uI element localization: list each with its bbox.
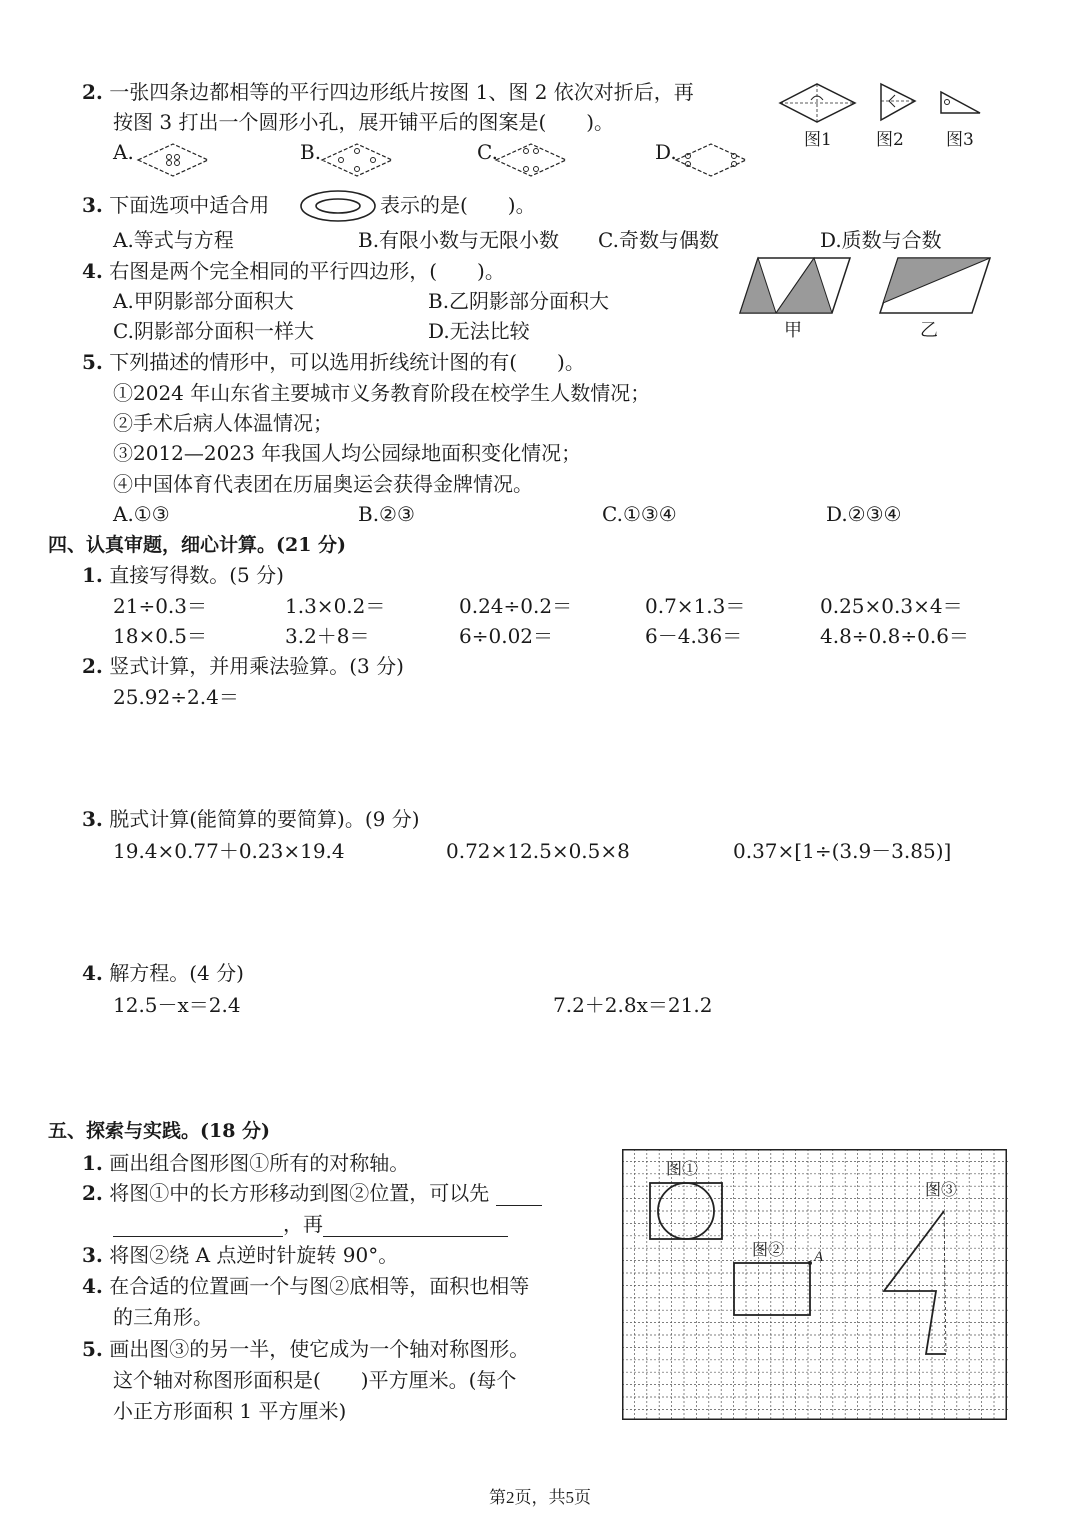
s5-q3-number: 3. bbox=[82, 1243, 103, 1267]
s4-q3-line bbox=[82, 806, 420, 832]
s4-q4-line bbox=[82, 960, 244, 986]
q3-nested-ellipse-icon bbox=[298, 188, 378, 224]
s4-q3-expr-1: 19.4×0.77＋0.23×19.4 bbox=[113, 839, 345, 863]
s4-q1-text: 直接写得数。(5 分) bbox=[109, 563, 284, 587]
q2-option-b-label: B. bbox=[300, 140, 322, 164]
q5-option-a: A.①③ bbox=[113, 502, 170, 526]
s4-q3-text: 脱式计算(能简算的要简算)。(9 分) bbox=[109, 807, 420, 831]
q5-item-4: ④中国体育代表团在历届奥运会获得金牌情况。 bbox=[113, 472, 533, 496]
s5-grid-figure bbox=[622, 1149, 1008, 1421]
q3-line bbox=[82, 192, 269, 218]
s5-q4-line bbox=[82, 1273, 529, 1299]
q5-number: 5. bbox=[82, 350, 103, 374]
s5-q4-text-line1: 在合适的位置画一个与图②底相等，面积也相等 bbox=[109, 1274, 530, 1298]
s5-q2-number: 2. bbox=[82, 1181, 103, 1205]
s5-q5-text-line3: 小正方形面积 1 平方厘米) bbox=[113, 1399, 347, 1423]
q3-text-before: 下面选项中适合用 bbox=[109, 193, 270, 217]
q4-line bbox=[82, 258, 505, 284]
q4-label-yi: 乙 bbox=[920, 320, 938, 341]
q2-line1 bbox=[82, 79, 694, 105]
s5-q5-text-line1: 画出图③的另一半，使它成为一个轴对称图形。 bbox=[109, 1337, 530, 1361]
grid-label-point-a: A bbox=[814, 1249, 824, 1265]
s4-q4-number: 4. bbox=[82, 961, 103, 985]
s5-q2-line bbox=[82, 1180, 542, 1206]
q3-option-c: C.奇数与偶数 bbox=[598, 228, 719, 252]
q5-option-d: D.②③④ bbox=[826, 502, 902, 526]
grid-label-fig2: 图② bbox=[752, 1242, 785, 1259]
s5-q3-line bbox=[82, 1242, 398, 1268]
q5-item-1: ①2024 年山东省主要城市义务教育阶段在校学生人数情况； bbox=[113, 381, 651, 405]
s5-q2-blank-1a[interactable] bbox=[496, 1184, 542, 1206]
calc-r1-c2: 1.3×0.2＝ bbox=[285, 594, 386, 618]
s5-q5-line bbox=[82, 1336, 529, 1362]
q4-label-jia: 甲 bbox=[784, 320, 802, 341]
s4-q4-eq-2: 7.2＋2.8x＝21.2 bbox=[553, 993, 713, 1017]
s4-q2-text: 竖式计算，并用乘法验算。(3 分) bbox=[109, 654, 404, 678]
q5-text: 下列描述的情形中，可以选用折线统计图的有( )。 bbox=[109, 350, 585, 374]
q5-item-3: ③2012—2023 年我国人均公园绿地面积变化情况； bbox=[113, 441, 582, 465]
point-a-marker bbox=[808, 1261, 812, 1265]
calc-r1-c3: 0.24÷0.2＝ bbox=[459, 594, 573, 618]
q4-figure-yi bbox=[880, 258, 990, 313]
q2-fig3-label: 图3 bbox=[946, 130, 974, 150]
q5-item-2: ②手术后病人体温情况； bbox=[113, 411, 333, 435]
q4-option-d: D.无法比较 bbox=[428, 319, 530, 343]
q2-fig1-label: 图1 bbox=[804, 130, 832, 150]
calc-r2-c2: 3.2＋8＝ bbox=[285, 624, 370, 648]
s4-q3-expr-3: 0.37×[1÷(3.9－3.85)] bbox=[733, 839, 952, 863]
calc-r2-c4: 6－4.36＝ bbox=[645, 624, 743, 648]
s4-q3-number: 3. bbox=[82, 807, 103, 831]
q2-option-b-figure bbox=[320, 142, 396, 178]
q4-option-b: B.乙阴影部分面积大 bbox=[428, 289, 610, 313]
s4-q2-number: 2. bbox=[82, 654, 103, 678]
calc-r2-c5: 4.8÷0.8÷0.6＝ bbox=[820, 624, 969, 648]
grid-label-fig1: 图① bbox=[666, 1161, 699, 1178]
q2-option-d-figure bbox=[674, 142, 750, 178]
q2-fold-figure-2 bbox=[881, 84, 915, 120]
grid-label-fig3: 图③ bbox=[925, 1182, 958, 1199]
s4-q3-expr-2: 0.72×12.5×0.5×8 bbox=[446, 839, 630, 863]
s5-q5-text-line2: 这个轴对称图形面积是( )平方厘米。(每个 bbox=[113, 1368, 517, 1392]
fig3-half-shape bbox=[884, 1211, 946, 1354]
fig2-rectangle bbox=[734, 1263, 810, 1315]
s5-q2-text2: ，再 bbox=[283, 1212, 323, 1236]
s4-q2-expr: 25.92÷2.4＝ bbox=[113, 685, 239, 709]
q2-number: 2. bbox=[82, 80, 103, 104]
q5-option-b: B.②③ bbox=[358, 502, 415, 526]
s5-q4-number: 4. bbox=[82, 1274, 103, 1298]
q2-text-line1: 一张四条边都相等的平行四边形纸片按图 1、图 2 依次对折后，再 bbox=[109, 80, 694, 104]
calc-r2-c3: 6÷0.02＝ bbox=[459, 624, 554, 648]
q4-figure-jia bbox=[740, 258, 850, 313]
q3-option-a: A.等式与方程 bbox=[113, 228, 234, 252]
q4-option-c: C.阴影部分面积一样大 bbox=[113, 319, 314, 343]
q2-option-c-label: C. bbox=[477, 140, 498, 164]
q3-option-b: B.有限小数与无限小数 bbox=[358, 228, 560, 252]
calc-r1-c5: 0.25×0.3×4＝ bbox=[820, 594, 963, 618]
s5-q3-text: 将图②绕 A 点逆时针旋转 90°。 bbox=[109, 1243, 399, 1267]
q4-number: 4. bbox=[82, 259, 103, 283]
q5-line bbox=[82, 349, 585, 375]
q2-fig2-label: 图2 bbox=[876, 130, 904, 150]
s5-q2-blank-2[interactable] bbox=[323, 1215, 508, 1237]
q3-option-d: D.质数与合数 bbox=[820, 228, 942, 252]
s4-q4-text: 解方程。(4 分) bbox=[109, 961, 244, 985]
section4-title: 四、认真审题，细心计算。(21 分) bbox=[48, 534, 347, 556]
s5-q1-number: 1. bbox=[82, 1151, 103, 1175]
q2-option-d-label: D. bbox=[655, 140, 677, 164]
q4-option-a: A.甲阴影部分面积大 bbox=[113, 289, 294, 313]
q2-option-a-label: A. bbox=[113, 140, 134, 164]
calc-r1-c1: 21÷0.3＝ bbox=[113, 594, 208, 618]
q2-text-line2: 按图 3 打出一个圆形小孔，展开铺平后的图案是( )。 bbox=[113, 110, 615, 134]
page-footer: 第2页，共5页 bbox=[489, 1488, 591, 1507]
s4-q1-number: 1. bbox=[82, 563, 103, 587]
s5-q2-blank-1b[interactable] bbox=[113, 1215, 283, 1237]
s5-q2-text: 将图①中的长方形移动到图②位置，可以先 bbox=[109, 1181, 490, 1205]
s4-q4-eq-1: 12.5－x＝2.4 bbox=[113, 993, 241, 1017]
q2-fold-figure-1 bbox=[780, 84, 855, 122]
s5-q2-line2 bbox=[113, 1211, 508, 1237]
q5-option-c: C.①③④ bbox=[602, 502, 677, 526]
q2-option-c-figure bbox=[494, 142, 570, 178]
s5-q4-text-line2: 的三角形。 bbox=[113, 1305, 213, 1329]
section5-title: 五、探索与实践。(18 分) bbox=[48, 1120, 271, 1142]
s4-q2-line bbox=[82, 653, 404, 679]
q2-option-a-figure bbox=[136, 142, 212, 178]
q4-text: 右图是两个完全相同的平行四边形，( )。 bbox=[109, 259, 505, 283]
q3-number: 3. bbox=[82, 193, 103, 217]
s5-q1-text: 画出组合图形图①所有的对称轴。 bbox=[109, 1151, 410, 1175]
q4-parallelograms bbox=[738, 255, 994, 319]
calc-r1-c4: 0.7×1.3＝ bbox=[645, 594, 746, 618]
s5-q5-number: 5. bbox=[82, 1337, 103, 1361]
q2-fold-figure-3 bbox=[941, 92, 980, 113]
q3-text-after: 表示的是( )。 bbox=[380, 193, 536, 217]
calc-r2-c1: 18×0.5＝ bbox=[113, 624, 208, 648]
s4-q1-line bbox=[82, 562, 284, 588]
s5-q1-line bbox=[82, 1150, 409, 1176]
